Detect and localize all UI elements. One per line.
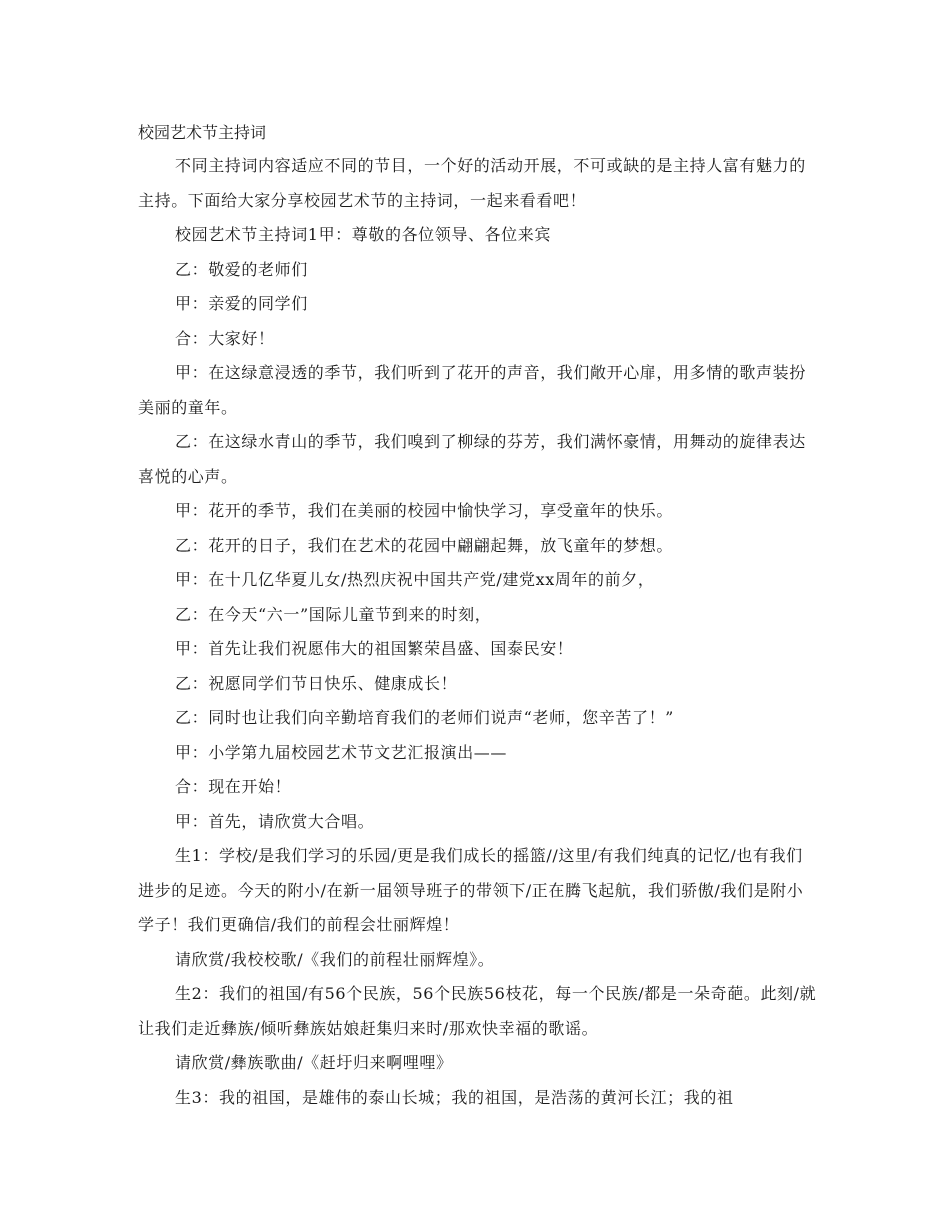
paragraph: 甲：小学第九届校园艺术节文艺汇报演出——: [175, 742, 508, 762]
paragraph: 甲：首先让我们祝愿伟大的祖国繁荣昌盛、国泰民安！: [175, 639, 574, 658]
paragraph: 生3：我的祖国，是雄伟的泰山长城；我的祖国，是浩荡的黄河长江；我的祖: [175, 1087, 734, 1107]
paragraph: 乙：花开的日子，我们在艺术的花园中翩翩起舞，放飞童年的梦想。: [175, 535, 674, 555]
paragraph: 合：大家好！: [175, 328, 275, 348]
paragraph: 乙：同时也让我们向辛勤培育我们的老师们说声“老师，您辛苦了！”: [175, 708, 674, 727]
paragraph-list: [138, 149, 818, 1115]
paragraph: 甲：花开的季节，我们在美丽的校园中愉快学习，享受童年的快乐。: [175, 501, 674, 520]
paragraph: 校园艺术节主持词1甲：尊敬的各位领导、各位来宾: [175, 225, 551, 244]
paragraph: 甲：在十几亿华夏儿女/热烈庆祝中国共产党/建党xx周年的前夕，: [175, 570, 655, 589]
paragraph: 甲：在这绿意浸透的季节，我们听到了花开的声音，我们敞开心扉，用多情的歌声装扮美丽的童年。: [138, 363, 806, 417]
paragraph: 乙：祝愿同学们节日快乐、健康成长！: [175, 673, 458, 693]
paragraph: 乙：在今天“六一”国际儿童节到来的时刻，: [175, 604, 492, 624]
paragraph: 甲：亲爱的同学们: [175, 294, 308, 313]
paragraph: 不同主持词内容适应不同的节目，一个好的活动开展，不可或缺的是主持人富有魅力的主持。下面给大家分享校园艺术节的主持词，一起来看看吧！: [138, 156, 806, 210]
paragraph: 甲：首先，请欣赏大合唱。: [175, 811, 375, 831]
paragraph: 生1：学校/是我们学习的乐园/更是我们成长的摇篮//这里/有我们纯真的记忆/也有我们进步的足迹。今天的附小/在新一届领导班子的带领下/正在腾飞起航，我们骄傲/我们是附小学子！我们更确信/我们的前程会壮丽辉煌！: [138, 846, 804, 934]
document-title: 校园艺术节主持词: [138, 123, 267, 142]
paragraph: 乙：在这绿水青山的季节，我们嗅到了柳绿的芬芳，我们满怀豪情，用舞动的旋律表达喜悦的心声。: [138, 432, 806, 486]
paragraph: 乙：敬爱的老师们: [175, 259, 308, 279]
paragraph: 请欣赏/彝族歌曲/《赶圩归来啊哩哩》: [175, 1053, 453, 1072]
paragraph: 生2：我们的祖国/有56个民族，56个民族56枝花，每一个民族/都是一朵奇葩。此刻/就让我们走近彝族/倾听彝族姑娘赶集归来时/那欢快幸福的歌谣。: [138, 984, 817, 1038]
document-body: [138, 116, 818, 1115]
paragraph: 请欣赏/我校校歌/《我们的前程壮丽辉煌》。: [175, 949, 495, 969]
paragraph: 合：现在开始！: [175, 777, 292, 796]
